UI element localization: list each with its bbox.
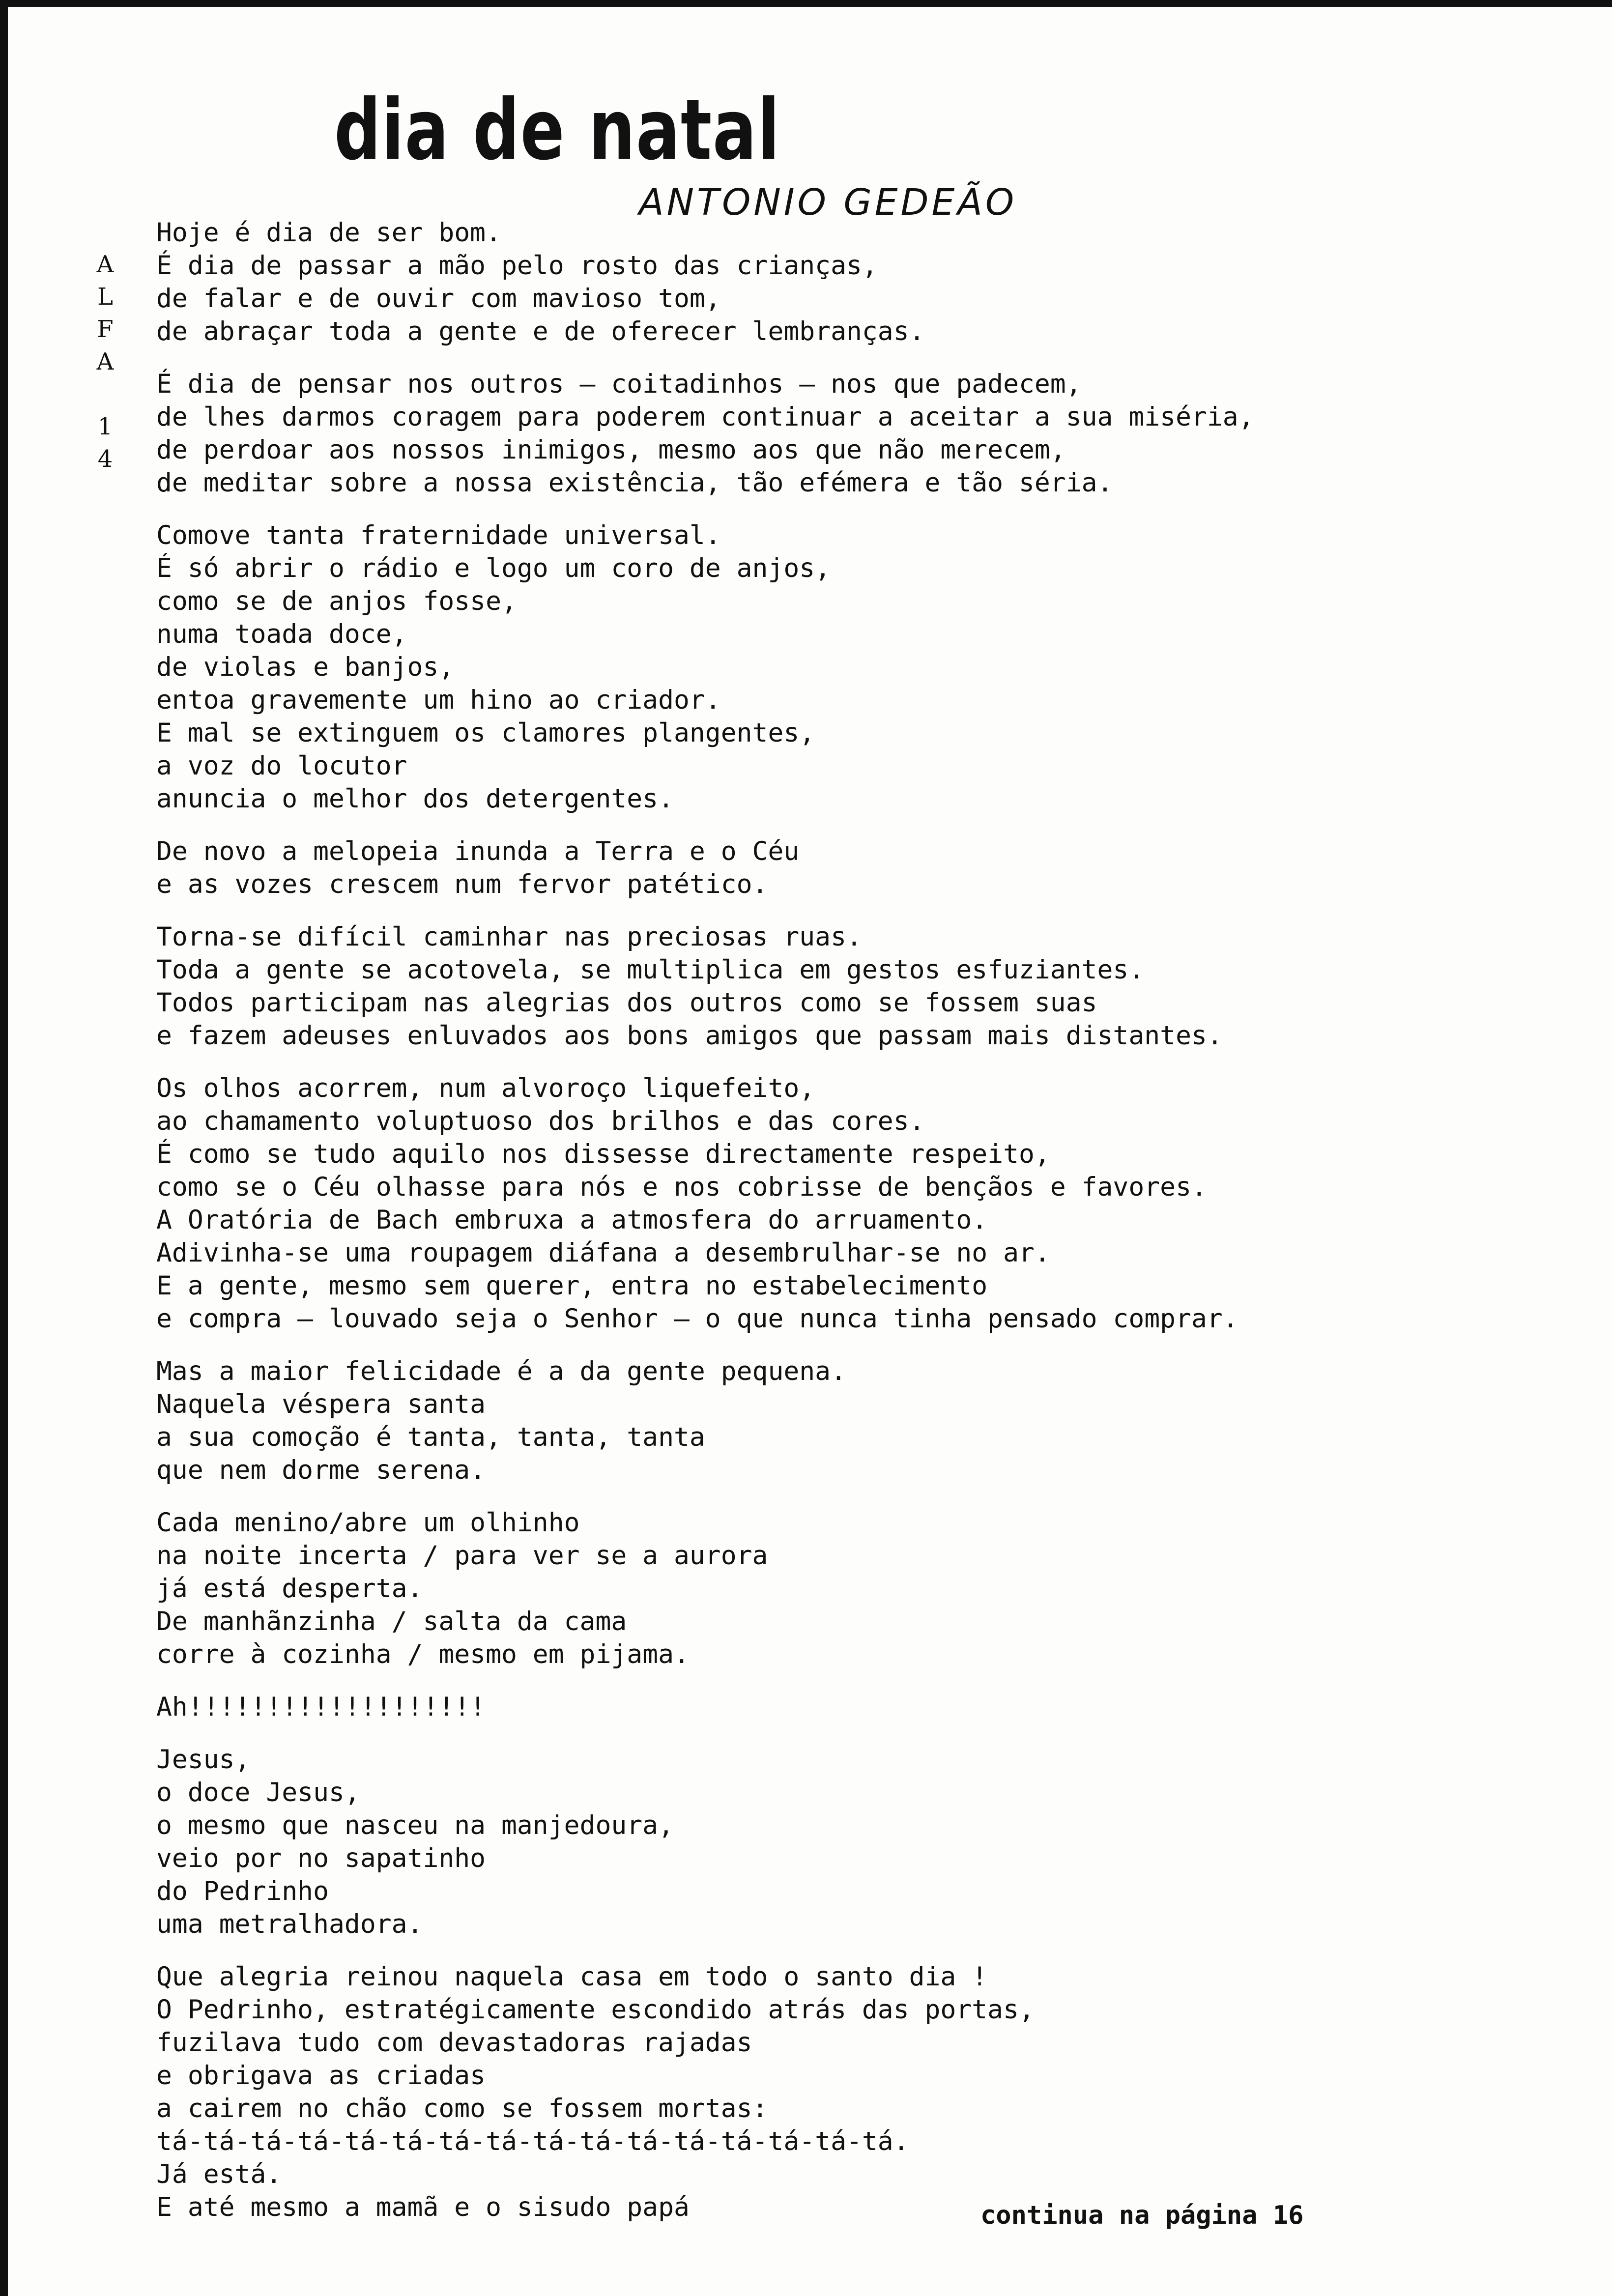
poem-line: o mesmo que nasceu na manjedoura, <box>156 1810 674 1840</box>
poem-line: É dia de passar a mão pelo rosto das crianças, <box>156 251 878 281</box>
poem-line: que nem dorme serena. <box>156 1455 486 1485</box>
poem-body <box>156 216 1582 2243</box>
poem-line: Naquela véspera santa <box>156 1389 486 1419</box>
poem-line: entoa gravemente um hino ao criador. <box>156 685 721 715</box>
stanza <box>156 1506 1582 1671</box>
poem-line: e fazem adeuses enluvados aos bons amigos que passam mais distantes. <box>156 1021 1223 1051</box>
poem-line: É dia de pensar nos outros — coitadinhos — nos que padecem, <box>156 369 1082 399</box>
stanza <box>156 1355 1582 1487</box>
stanza <box>156 1960 1582 2224</box>
stanza <box>156 1072 1582 1335</box>
poem-line: como se de anjos fosse, <box>156 586 517 616</box>
poem-line: de lhes darmos coragem para poderem continuar a aceitar a sua miséria, <box>156 402 1254 432</box>
poem-line: De novo a melopeia inunda a Terra e o Céu <box>156 836 800 866</box>
stanza <box>156 216 1582 348</box>
page-border-left <box>0 0 8 2296</box>
poem-line: e obrigava as criadas <box>156 2061 486 2091</box>
poem-line: veio por no sapatinho <box>156 1843 486 1873</box>
poem-line: fuzilava tudo com devastadoras rajadas <box>156 2028 752 2058</box>
poem-line: E até mesmo a mamã e o sisudo papá <box>156 2192 690 2222</box>
poem-line: e compra — louvado seja o Senhor — o que nunca tinha pensado comprar. <box>156 1304 1238 1334</box>
poem-line: anuncia o melhor dos detergentes. <box>156 784 674 814</box>
poem-line: E a gente, mesmo sem querer, entra no estabelecimento <box>156 1271 988 1301</box>
poem-line: E mal se extinguem os clamores plangentes, <box>156 718 815 748</box>
poem-line: Os olhos acorrem, num alvoroço liquefeito, <box>156 1073 815 1103</box>
margin-page-label: ALFA 14 <box>91 251 119 478</box>
poem-line: numa toada doce, <box>156 619 407 649</box>
stanza <box>156 835 1582 901</box>
poem-line: a cairem no chão como se fossem mortas: <box>156 2094 768 2124</box>
poem-line: de falar e de ouvir com mavioso tom, <box>156 284 721 314</box>
poem-line: o doce Jesus, <box>156 1778 360 1808</box>
poem-line: na noite incerta / para ver se a aurora <box>156 1541 768 1571</box>
poem-line: de violas e banjos, <box>156 652 455 682</box>
poem-line: Mas a maior felicidade é a da gente pequena. <box>156 1356 846 1386</box>
continuation-note: continua na página 16 <box>980 2201 1304 2230</box>
poem-line: Comove tanta fraternidade universal. <box>156 520 721 550</box>
poem-line: A Oratória de Bach embruxa a atmosfera do arruamento. <box>156 1205 988 1235</box>
poem-line: de abraçar toda a gente e de oferecer lembranças. <box>156 316 925 346</box>
poem-line: de meditar sobre a nossa existência, tão efémera e tão séria. <box>156 468 1113 498</box>
poem-line: O Pedrinho, estratégicamente escondido atrás das portas, <box>156 1995 1035 2025</box>
poem-line: Jesus, <box>156 1745 251 1775</box>
poem-line: uma metralhadora. <box>156 1909 423 1939</box>
poem-line: e as vozes crescem num fervor patético. <box>156 869 768 899</box>
poem-line: Todos participam nas alegrias dos outros como se fossem suas <box>156 988 1097 1018</box>
poem-line: Adivinha-se uma roupagem diáfana a desembrulhar-se no ar. <box>156 1238 1050 1268</box>
poem-line: Já está. <box>156 2159 282 2189</box>
poem-line: a sua comoção é tanta, tanta, tanta <box>156 1422 705 1452</box>
stanza <box>156 519 1582 815</box>
poem-line: De manhãnzinha / salta da cama <box>156 1607 627 1636</box>
poem-author: ANTONIO GEDEÃO <box>639 181 1017 224</box>
page-border-top <box>0 0 1612 7</box>
stanza <box>156 1691 1582 1723</box>
poem-line: É como se tudo aquilo nos dissesse directamente respeito, <box>156 1139 1050 1169</box>
stanza <box>156 368 1582 499</box>
poem-line: do Pedrinho <box>156 1876 329 1906</box>
poem-line: como se o Céu olhasse para nós e nos cobrisse de bençãos e favores. <box>156 1172 1207 1202</box>
poem-line: Cada menino/abre um olhinho <box>156 1508 580 1538</box>
stanza <box>156 920 1582 1052</box>
poem-line: já está desperta. <box>156 1574 423 1604</box>
poem-line: tá-tá-tá-tá-tá-tá-tá-tá-tá-tá-tá-tá-tá-tá-tá-tá. <box>156 2126 909 2156</box>
poem-line: Hoje é dia de ser bom. <box>156 218 501 248</box>
poem-line: Ah!!!!!!!!!!!!!!!!!!! <box>156 1692 486 1722</box>
poem-line: Toda a gente se acotovela, se multiplica em gestos esfuziantes. <box>156 955 1145 985</box>
poem-line: a voz do locutor <box>156 751 407 781</box>
poem-line: É só abrir o rádio e logo um coro de anjos, <box>156 553 831 583</box>
stanza <box>156 1743 1582 1941</box>
poem-line: Que alegria reinou naquela casa em todo o santo dia ! <box>156 1962 988 1992</box>
poem-line: de perdoar aos nossos inimigos, mesmo aos que não merecem, <box>156 435 1066 465</box>
poem-line: Torna-se difícil caminhar nas preciosas ruas. <box>156 922 862 952</box>
poem-title: dia de natal <box>334 82 780 179</box>
poem-line: corre à cozinha / mesmo em pijama. <box>156 1639 690 1669</box>
poem-line: ao chamamento voluptuoso dos brilhos e das cores. <box>156 1106 925 1136</box>
